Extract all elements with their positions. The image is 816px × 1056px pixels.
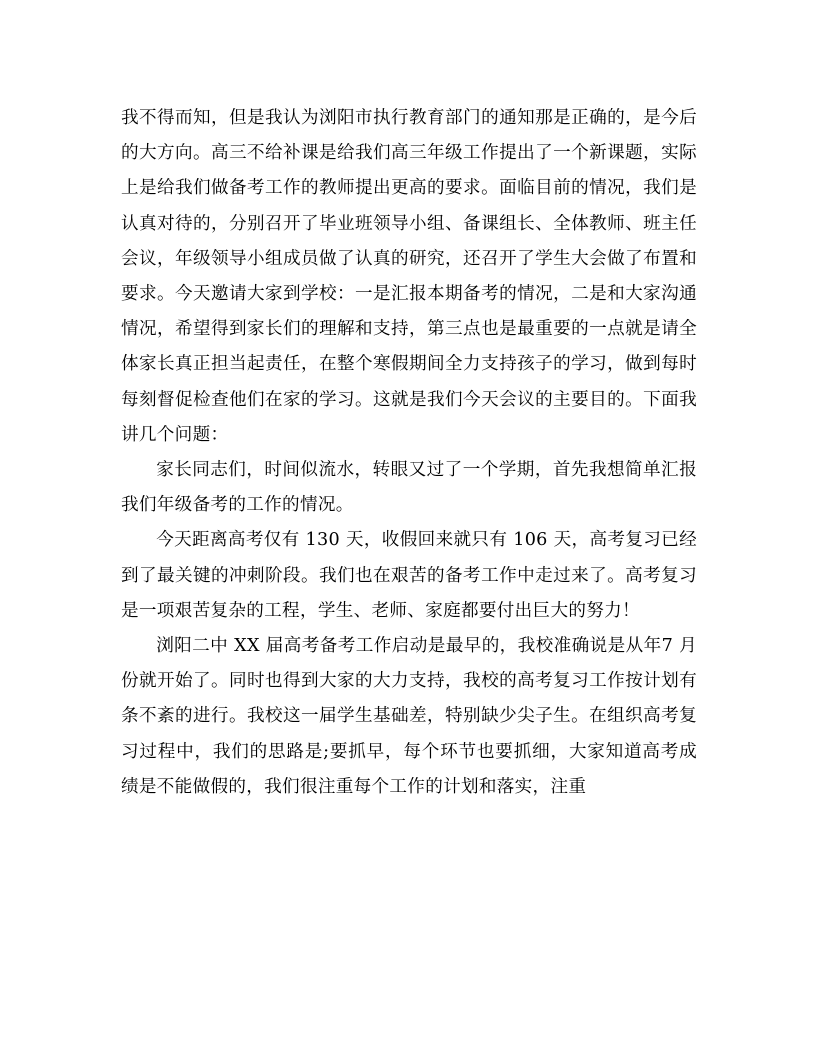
paragraph-3: 今天距离高考仅有 130 天，收假回来就只有 106 天，高考复习已经到了最关键的冲刺阶段。我们也在艰苦的备考工作中走过来了。高考复习是一项艰苦复杂的工程，学生、老师、家庭都要付出巨大的努力！	[121, 530, 697, 621]
document-body	[121, 101, 697, 805]
paragraph-1: 我不得而知，但是我认为浏阳市执行教育部门的通知那是正确的，是今后的大方向。高三不给补课是给我们高三年级工作提出了一个新课题，实际上是给我们做备考工作的教师提出更高的要求。面临目前的情况，我们是认真对待的，分别召开了毕业班领导小组、备课组长、全体教师、班主任会议，年级领导小组成员做了认真的研究，还召开了学生大会做了布置和要求。今天邀请大家到学校：一是汇报本期备考的情况，二是和大家沟通情况，希望得到家长们的理解和支持，第三点也是最重要的一点就是请全体家长真正担当起责任，在整个寒假期间全力支持孩子的学习，做到每时每刻督促检查他们在家的学习。这就是我们今天会议的主要目的。下面我讲几个问题：	[121, 108, 697, 445]
paragraph-4: 浏阳二中 XX 届高考备考工作启动是最早的，我校准确说是从年7 月份就开始了。同时也得到大家的大力支持，我校的高考复习工作按计划有条不紊的进行。我校这一届学生基础差，特别缺少尖子生。在组织高考复习过程中，我们的思路是;要抓早，每个环节也要抓细，大家知道高考成绩是不能做假的，我们很注重每个工作的计划和落实，注重	[121, 636, 697, 797]
paragraph-2: 家长同志们，时间似流水，转眼又过了一个学期，首先我想简单汇报我们年级备考的工作的情况。	[121, 460, 697, 516]
